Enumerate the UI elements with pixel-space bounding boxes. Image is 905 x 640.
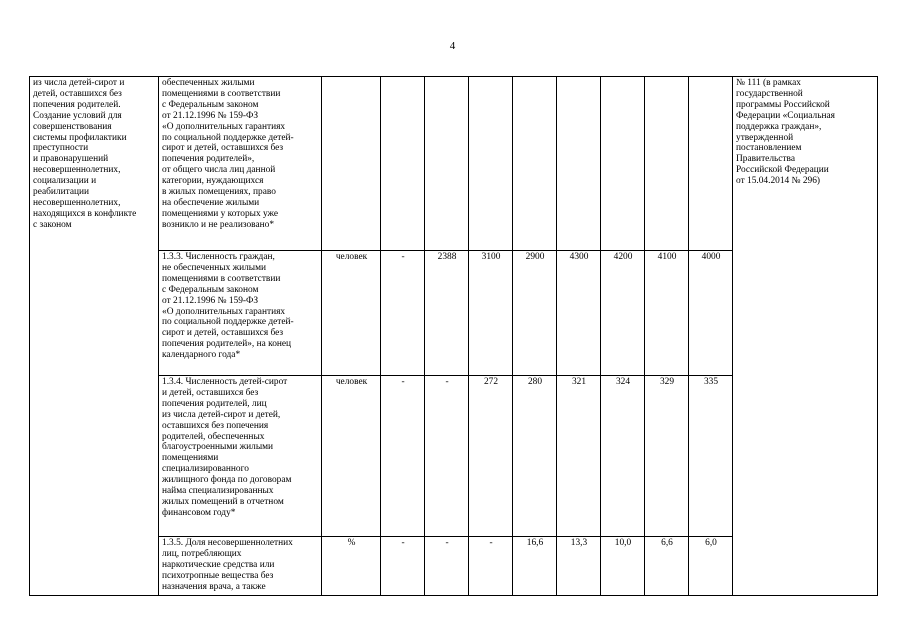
value-cell: 335 [689, 376, 733, 537]
unit-cell [322, 77, 381, 251]
value-cell: 2900 [513, 251, 557, 376]
value-cell: 280 [513, 376, 557, 537]
value-cell [381, 77, 425, 251]
value-cell: 4100 [645, 251, 689, 376]
value-cell [469, 77, 513, 251]
indicator-name-cell: 1.3.3. Численность граждан, не обеспеченных жилыми помещениями в соответствии с Федеральным законом от 21.12.1996 № 159-ФЗ «О дополнительных гарантиях по социальной поддержке детей- сирот и детей, оставшихся без попечения родителей», на конец календарного года* [159, 251, 322, 376]
value-cell: - [425, 376, 469, 537]
value-cell [557, 77, 601, 251]
value-cell: - [381, 376, 425, 537]
value-cell [513, 77, 557, 251]
value-cell: 272 [469, 376, 513, 537]
unit-cell: человек [322, 251, 381, 376]
value-cell [689, 77, 733, 251]
task-description-cell: из числа детей-сирот и детей, оставшихся без попечения родителей. Создание условий для совершенствования системы профилактики преступности и правонарушений несовершеннолетних, социализации и реабилитации несовершеннолетних, находящихся в конфликте с законом [30, 77, 159, 596]
value-cell: - [469, 537, 513, 596]
value-cell: 16,6 [513, 537, 557, 596]
indicator-name-cell: обеспеченных жилыми помещениями в соответствии с Федеральным законом от 21.12.1996 № 159-ФЗ «О дополнительных гарантиях по социальной поддержке детей- сирот и детей, оставшихся без попечения родителей», от общего числа лиц данной категории, нуждающихся в жилых помещениях, право на обеспечение жилыми помещениями у которых уже возникло и не реализовано* [159, 77, 322, 251]
value-cell: - [381, 251, 425, 376]
value-cell: 4200 [601, 251, 645, 376]
value-cell: 6,0 [689, 537, 733, 596]
table-row [30, 77, 878, 251]
value-cell: 321 [557, 376, 601, 537]
source-document-cell: № 111 (в рамках государственной программы Российской Федерации «Социальная поддержка граждан», утвержденной постановлением Правительства Российской Федерации от 15.04.2014 № 296) [733, 77, 878, 596]
value-cell: 10,0 [601, 537, 645, 596]
value-cell: 329 [645, 376, 689, 537]
value-cell: 3100 [469, 251, 513, 376]
indicator-table [29, 76, 878, 596]
value-cell [425, 77, 469, 251]
value-cell [645, 77, 689, 251]
value-cell: 4300 [557, 251, 601, 376]
indicator-name-cell: 1.3.5. Доля несовершеннолетних лиц, потребляющих наркотические средства или психотропные вещества без назначения врача, а также [159, 537, 322, 596]
value-cell: 2388 [425, 251, 469, 376]
unit-cell: человек [322, 376, 381, 537]
page-number: 4 [449, 40, 456, 52]
value-cell [601, 77, 645, 251]
value-cell: - [381, 537, 425, 596]
unit-cell: % [322, 537, 381, 596]
value-cell: - [425, 537, 469, 596]
value-cell: 4000 [689, 251, 733, 376]
indicator-name-cell: 1.3.4. Численность детей-сирот и детей, оставшихся без попечения родителей, лиц из числа детей-сирот и детей, оставшихся без попечения родителей, обеспеченных благоустроенными жилыми помещениями специализированного жилищного фонда по договорам найма специализированных жилых помещений в отчетном финансовом году* [159, 376, 322, 537]
value-cell: 13,3 [557, 537, 601, 596]
value-cell: 324 [601, 376, 645, 537]
value-cell: 6,6 [645, 537, 689, 596]
